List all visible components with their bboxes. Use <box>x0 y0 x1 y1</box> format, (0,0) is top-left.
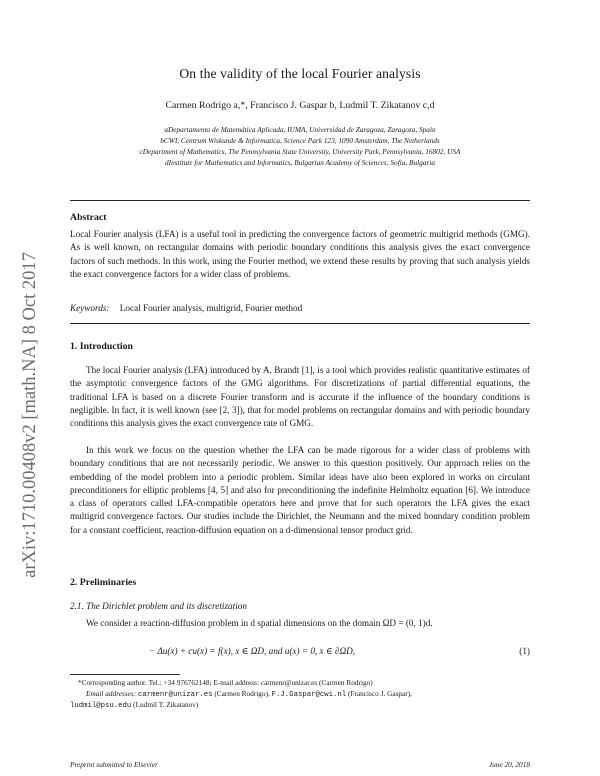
abstract-text: Local Fourier analysis (LFA) is a useful tool in predicting the convergence factors of geometric multigrid methods (GMG). As is well known, on rectangular domains with periodic boundary conditions this analysis gives the exact convergence factors of such methods. In this work, using the Fourier method, we extend these results by proving that such analysis yields the exact convergence factors for a wider class of problems. <box>70 229 530 279</box>
email-rodrigo[interactable]: carmenr@unizar.es <box>138 691 213 699</box>
affiliation-a: aDepartamento de Matemática Aplicada, IUMA, Universidad de Zaragoza, Zaragoza, Spain <box>164 125 436 134</box>
affiliation-d: dInstitute for Mathematics and Informatics, Bulgarian Academy of Sciences, Sofia, Bulgaria <box>164 158 436 167</box>
preliminaries-paragraph: We consider a reaction-diffusion problem in d spatial dimensions on the domain ΩD = (0, 1)d. <box>86 618 433 628</box>
footnote-rule <box>70 674 180 675</box>
footnote-emails-cont <box>70 699 530 712</box>
footer-date: June 20, 2018 <box>488 760 530 769</box>
equation-1-body: − Δu(x) + cu(x) = f(x), x ∈ ΩD, and u(x) = 0, x ∈ ∂ΩD, <box>149 646 356 656</box>
affiliation-c: cDepartment of Mathematics, The Pennsylvania State University, University Park, Pennsylvania, 16802, USA <box>139 147 461 156</box>
author-list: Carmen Rodrigo a,*, Francisco J. Gaspar b, Ludmil T. Zikatanov c,d <box>165 100 435 111</box>
footer-journal: Preprint submitted to Elsevier <box>70 760 158 769</box>
intro-paragraph-1: The local Fourier analysis (LFA) introduced by A. Brandt [1], is a tool which provides realistic quantitative estimates of the asymptotic convergence factors of the GMG algorithms. For discretizations of partial differential equations, the traditional LFA is based on a discrete Fourier transform and is accurate if the influence of the boundary conditions is negligible. In fact, it is well known (see [2, 3]), that for model problems on rectangular domains and with periodic boundary conditions this analysis gives the exact convergence rate of GMG. <box>70 365 530 429</box>
email-gaspar[interactable]: F.J.Gaspar@cwi.nl <box>271 691 347 699</box>
keywords-value: Local Fourier analysis, multigrid, Fourier method <box>119 303 303 313</box>
keywords-label: Keywords: <box>70 303 110 313</box>
email-label: Email addresses: <box>86 689 137 698</box>
keywords-line <box>70 303 302 313</box>
email-zikatanov[interactable]: ludmil@psu.edu <box>70 702 132 710</box>
section-heading-preliminaries: 2. Preliminaries <box>70 577 137 588</box>
email-rodrigo-name: (Carmen Rodrigo), <box>214 689 270 698</box>
abstract-bottom-rule <box>70 323 530 324</box>
section-heading-introduction: 1. Introduction <box>70 341 133 352</box>
email-zikatanov-name: (Ludmil T. Zikatanov) <box>133 700 199 709</box>
abstract-top-rule <box>70 200 530 201</box>
footnote-corresponding: *Corresponding author. Tel.: +34 976762148; E-mail address: carmenr@unizar.es (Carmen Rodrigo) <box>78 678 373 687</box>
affiliation-b: bCWI, Centrum Wiskunde & Informatica, Science Park 123, 1090 Amsterdam, The Netherlands <box>160 136 440 145</box>
arxiv-identifier: arXiv:1710.00408v2 [math.NA] 8 Oct 2017 <box>20 252 40 578</box>
email-gaspar-name: (Francisco J. Gaspar), <box>347 689 412 698</box>
intro-paragraph-2: In this work we focus on the question whether the LFA can be made rigorous for a wider class of problems with boundary conditions that are not necessarily periodic. We answer to this question positively. Our approach relies on the embedding of the model problem into a periodic problem. Similar ideas have also been explored in works on circulant preconditioners for elliptic problems [4, 5] and also for preconditioning the indefinite Helmholtz equation [6]. We introduce a class of operators called LFA-compatible operators here and prove that for such operators the LFA gives the exact multigrid convergence factors. Our studies include the Dirichlet, the Neumann and the mixed boundary condition problem for a constant coefficient, reaction-diffusion equation on a d-dimensional tensor product grid. <box>70 445 530 535</box>
subsection-heading-dirichlet: 2.1. The Dirichlet problem and its discretization <box>70 601 247 611</box>
paper-title: On the validity of the local Fourier analysis <box>179 66 421 81</box>
abstract-heading: Abstract <box>70 212 107 223</box>
equation-1-number: (1) <box>519 646 530 656</box>
